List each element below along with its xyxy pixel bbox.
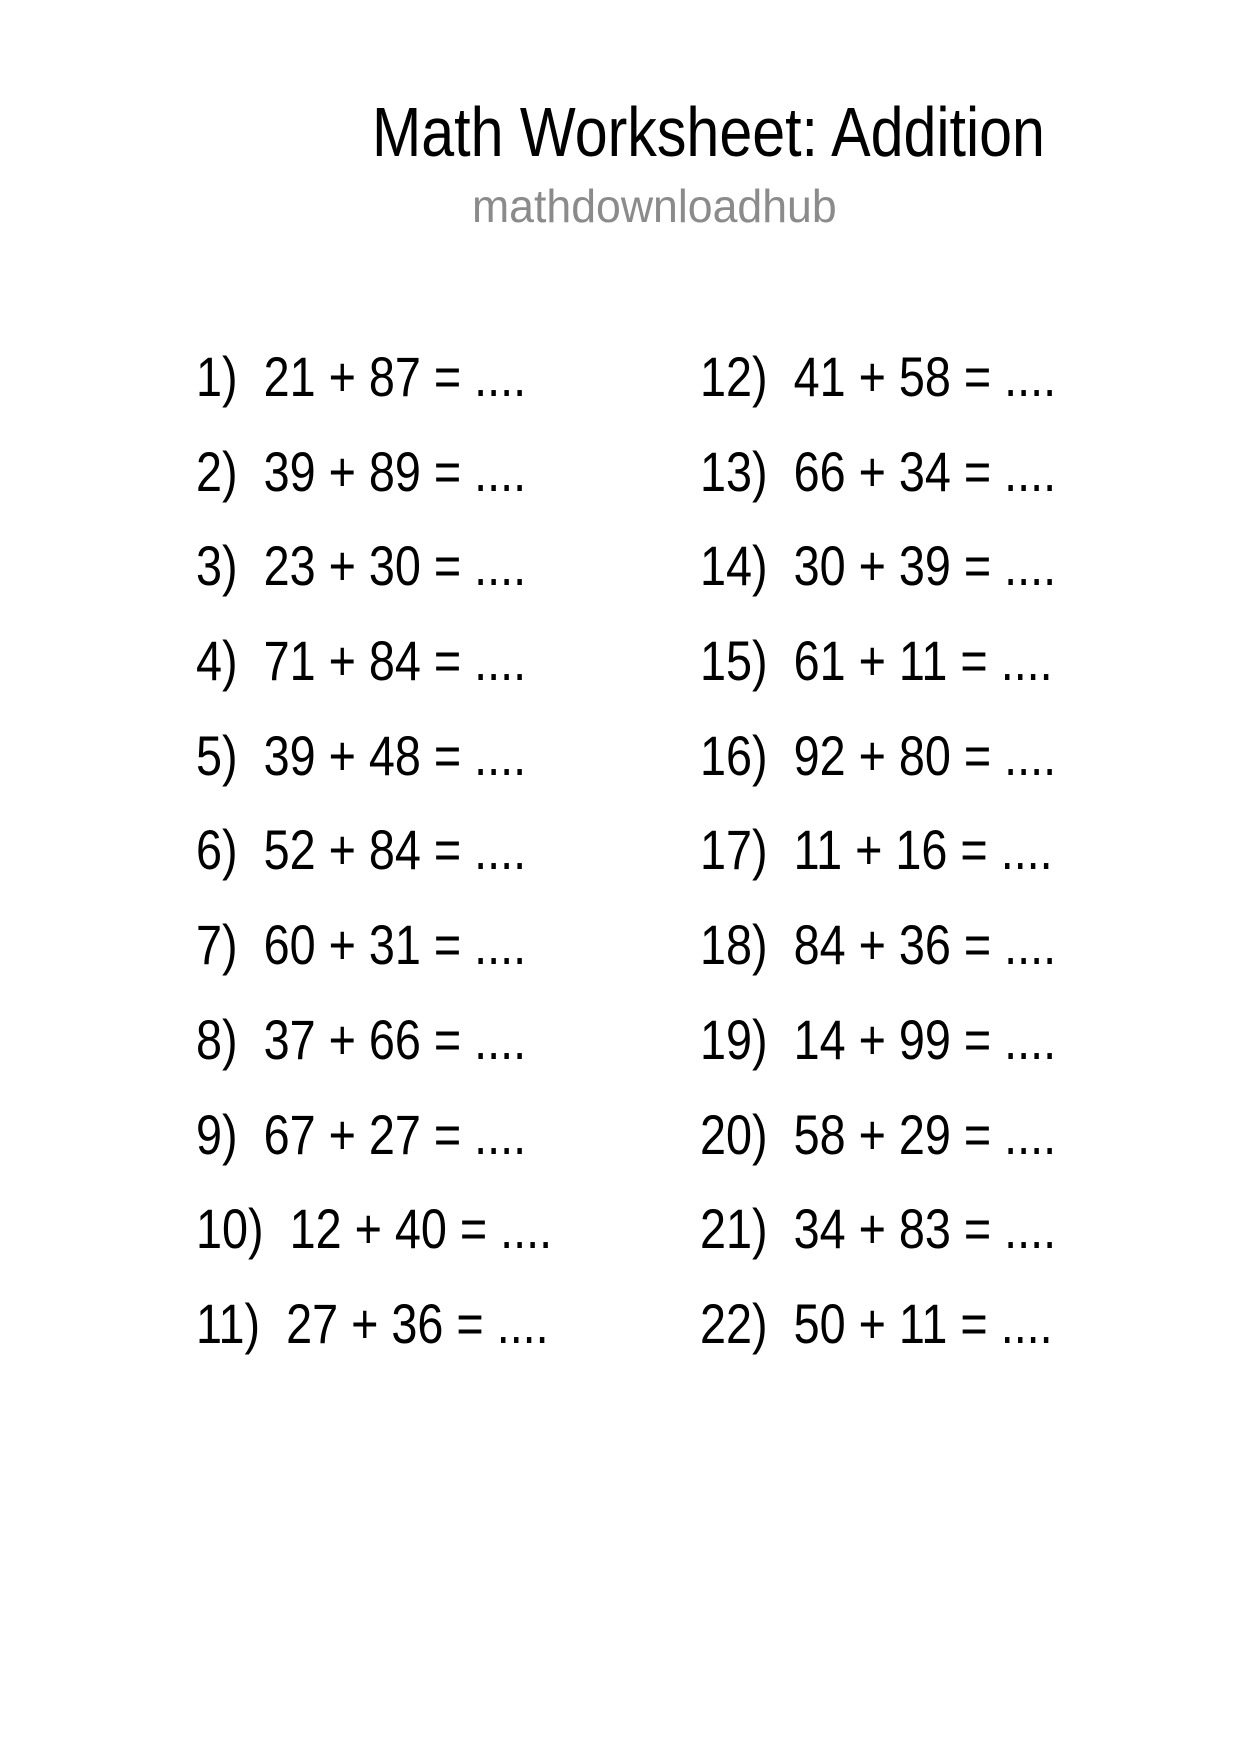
problem-expression: 92 + 80 = .... bbox=[793, 723, 1057, 787]
problem-row bbox=[700, 818, 1056, 917]
problem-row bbox=[196, 439, 552, 539]
problem-expression: 84 + 36 = .... bbox=[793, 913, 1057, 977]
problem-number-label: 1) bbox=[196, 345, 238, 408]
problem-number-label: 15) bbox=[700, 629, 768, 693]
problem-number-label: 20) bbox=[700, 1102, 768, 1166]
problem-row bbox=[196, 534, 552, 633]
problem-row bbox=[700, 1197, 1057, 1296]
problem-expression: 30 + 39 = .... bbox=[793, 534, 1057, 598]
problem-number-label: 7) bbox=[196, 913, 238, 977]
problem-row bbox=[700, 1102, 1057, 1202]
problem-expression: 61 + 11 = .... bbox=[793, 629, 1053, 693]
problem-number-label: 4) bbox=[196, 629, 238, 693]
problem-row bbox=[700, 913, 1057, 1012]
problem-expression: 12 + 40 = .... bbox=[289, 1197, 553, 1261]
problem-row bbox=[700, 723, 1057, 823]
problem-row bbox=[700, 1291, 1056, 1391]
problem-row bbox=[196, 1102, 552, 1202]
problem-row bbox=[700, 534, 1057, 633]
problem-number-label: 13) bbox=[700, 439, 768, 503]
problem-expression: 34 + 83 = .... bbox=[793, 1197, 1057, 1261]
problem-row bbox=[700, 439, 1057, 539]
problem-expression: 60 + 31 = .... bbox=[263, 913, 527, 977]
problems-column-left bbox=[196, 345, 623, 1391]
problem-row bbox=[700, 1007, 1057, 1107]
problem-expression: 52 + 84 = .... bbox=[263, 818, 527, 882]
problem-expression: 39 + 89 = .... bbox=[263, 439, 527, 503]
problem-number-label: 3) bbox=[196, 534, 238, 598]
problem-number-label: 17) bbox=[700, 818, 768, 882]
problem-expression: 58 + 29 = .... bbox=[793, 1102, 1057, 1166]
problem-row bbox=[700, 629, 1056, 728]
problem-number-label: 16) bbox=[700, 723, 768, 787]
problem-row bbox=[196, 629, 552, 728]
problem-row bbox=[196, 818, 552, 917]
problem-row bbox=[196, 1197, 553, 1296]
problem-row bbox=[196, 913, 552, 1012]
problem-number-label: 9) bbox=[196, 1102, 238, 1166]
watermark-text: mathdownloadhub bbox=[472, 180, 837, 232]
problem-number-label: 10) bbox=[196, 1197, 264, 1261]
problem-expression: 71 + 84 = .... bbox=[263, 629, 527, 693]
problem-expression: 21 + 87 = .... bbox=[263, 345, 527, 408]
problem-row bbox=[196, 1007, 552, 1107]
problem-number-label: 8) bbox=[196, 1007, 238, 1071]
problem-expression: 67 + 27 = .... bbox=[263, 1102, 527, 1166]
problem-number-label: 18) bbox=[700, 913, 768, 977]
problem-number-label: 5) bbox=[196, 723, 238, 787]
problem-expression: 37 + 66 = .... bbox=[263, 1007, 527, 1071]
problem-expression: 23 + 30 = .... bbox=[263, 534, 527, 598]
problem-number-label: 12) bbox=[700, 345, 768, 408]
problem-row bbox=[196, 345, 552, 444]
problem-expression: 27 + 36 = .... bbox=[286, 1291, 549, 1355]
problem-number-label: 6) bbox=[196, 818, 238, 882]
problem-row bbox=[196, 723, 552, 823]
problem-number-label: 11) bbox=[196, 1291, 261, 1355]
problem-number-label: 14) bbox=[700, 534, 768, 598]
problem-expression: 41 + 58 = .... bbox=[793, 345, 1057, 408]
problem-number-label: 22) bbox=[700, 1291, 768, 1355]
problems-column-right bbox=[700, 345, 1127, 1391]
problem-number-label: 21) bbox=[700, 1197, 768, 1261]
problem-row bbox=[196, 1291, 552, 1391]
problem-expression: 50 + 11 = .... bbox=[793, 1291, 1053, 1355]
problem-number-label: 2) bbox=[196, 439, 238, 503]
problem-expression: 66 + 34 = .... bbox=[793, 439, 1057, 503]
problem-expression: 11 + 16 = .... bbox=[793, 818, 1053, 882]
problem-row bbox=[700, 345, 1057, 444]
page-title: Math Worksheet: Addition bbox=[372, 93, 1045, 171]
problem-number-label: 19) bbox=[700, 1007, 768, 1071]
problem-expression: 39 + 48 = .... bbox=[263, 723, 527, 787]
problem-expression: 14 + 99 = .... bbox=[793, 1007, 1057, 1071]
